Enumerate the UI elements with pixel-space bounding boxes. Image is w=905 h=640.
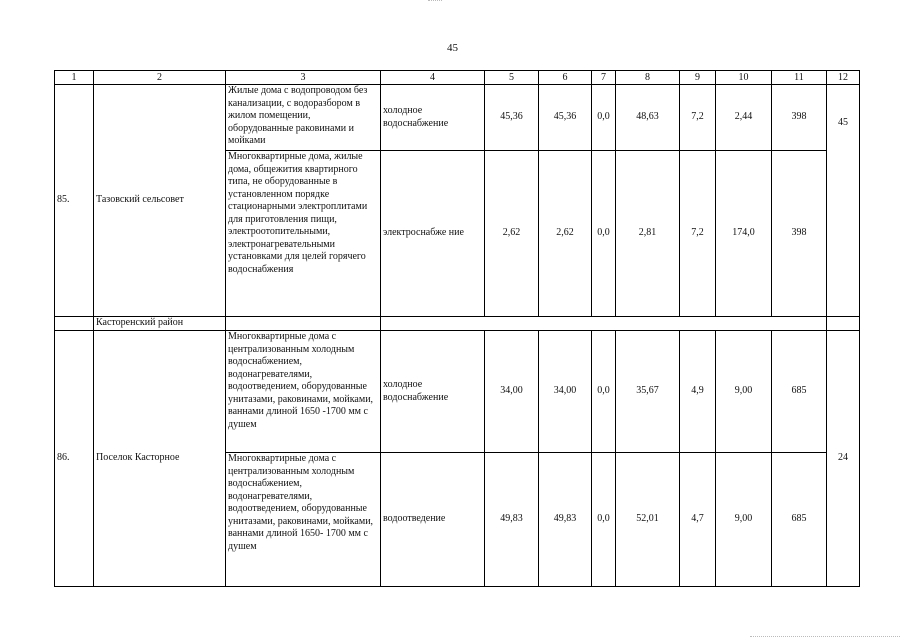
cell-col11: 685 [772, 331, 827, 453]
column-number: 11 [772, 71, 827, 85]
housing-description: Жилые дома с водопроводом без канализации, с водоразбором в жилом помещении, оборудованные раковинами и мойками [226, 85, 381, 151]
column-number: 7 [592, 71, 616, 85]
housing-description: Многоквартирные дома с централизованным холодным водоснабжением, водонагревателями, водоотведением, оборудованные унитазами, раковинами, мойками, ваннами длиной 1650 -1700 мм с душем [226, 331, 381, 453]
cell-col6: 45,36 [539, 85, 592, 151]
column-number: 2 [94, 71, 226, 85]
cell-col8: 52,01 [616, 453, 680, 587]
cell-col11: 398 [772, 151, 827, 317]
empty-cell [827, 317, 860, 331]
empty-cell [680, 317, 716, 331]
cell-col5: 45,36 [485, 85, 539, 151]
section-heading: Касторенский район [94, 317, 226, 331]
column-number: 12 [827, 71, 860, 85]
cell-col12: 24 [827, 331, 860, 587]
scan-artifact-top [428, 0, 442, 1]
utility-resource: холодное водоснабжение [381, 331, 485, 453]
empty-cell [485, 317, 539, 331]
cell-col6: 2,62 [539, 151, 592, 317]
cell-col7: 0,0 [592, 331, 616, 453]
scan-artifact-bottom [750, 636, 900, 637]
column-number: 9 [680, 71, 716, 85]
utility-resource: холодное водоснабжение [381, 85, 485, 151]
column-number: 1 [55, 71, 94, 85]
cell-col8: 35,67 [616, 331, 680, 453]
column-number-row [55, 71, 860, 85]
column-number: 3 [226, 71, 381, 85]
cell-col10: 9,00 [716, 331, 772, 453]
cell-col10: 9,00 [716, 453, 772, 587]
column-number: 4 [381, 71, 485, 85]
cell-col11: 398 [772, 85, 827, 151]
empty-cell [616, 317, 680, 331]
page-number: 45 [447, 42, 458, 54]
table-row [55, 331, 860, 453]
column-number: 5 [485, 71, 539, 85]
empty-cell [55, 317, 94, 331]
housing-description: Многоквартирные дома, жилые дома, общежития квартирного типа, не оборудованные в установленном порядке стационарными электроплитами для приготовления пищи, электроотопительными, электронагревательными установками для целей горячего водоснабжения [226, 151, 381, 317]
cell-col12: 45 [827, 85, 860, 317]
locality-name: Поселок Касторное [94, 331, 226, 587]
empty-cell [226, 317, 381, 331]
tariff-table [54, 70, 860, 587]
section-heading-row [55, 317, 860, 331]
cell-col7: 0,0 [592, 151, 616, 317]
column-number: 8 [616, 71, 680, 85]
housing-description: Многоквартирные дома с централизованным холодным водоснабжением, водонагревателями, водоотведением, оборудованные унитазами, раковинами, мойками, ваннами длиной 1650- 1700 мм с душем [226, 453, 381, 587]
column-number: 10 [716, 71, 772, 85]
empty-cell [539, 317, 592, 331]
cell-col11: 685 [772, 453, 827, 587]
cell-col9: 4,9 [680, 331, 716, 453]
row-index: 86. [55, 331, 94, 587]
locality-name: Тазовский сельсовет [94, 85, 226, 317]
empty-cell [772, 317, 827, 331]
cell-col9: 4,7 [680, 453, 716, 587]
cell-col9: 7,2 [680, 85, 716, 151]
cell-col5: 34,00 [485, 331, 539, 453]
cell-col6: 34,00 [539, 331, 592, 453]
cell-col10: 2,44 [716, 85, 772, 151]
cell-col9: 7,2 [680, 151, 716, 317]
row-index: 85. [55, 85, 94, 317]
cell-col8: 2,81 [616, 151, 680, 317]
empty-cell [592, 317, 616, 331]
column-number: 6 [539, 71, 592, 85]
utility-resource: электроснабже ние [381, 151, 485, 317]
cell-col8: 48,63 [616, 85, 680, 151]
utility-resource: водоотведение [381, 453, 485, 587]
cell-col6: 49,83 [539, 453, 592, 587]
cell-col5: 49,83 [485, 453, 539, 587]
empty-cell [381, 317, 485, 331]
cell-col7: 0,0 [592, 453, 616, 587]
cell-col7: 0,0 [592, 85, 616, 151]
empty-cell [716, 317, 772, 331]
cell-col10: 174,0 [716, 151, 772, 317]
table-row [55, 85, 860, 151]
cell-col5: 2,62 [485, 151, 539, 317]
